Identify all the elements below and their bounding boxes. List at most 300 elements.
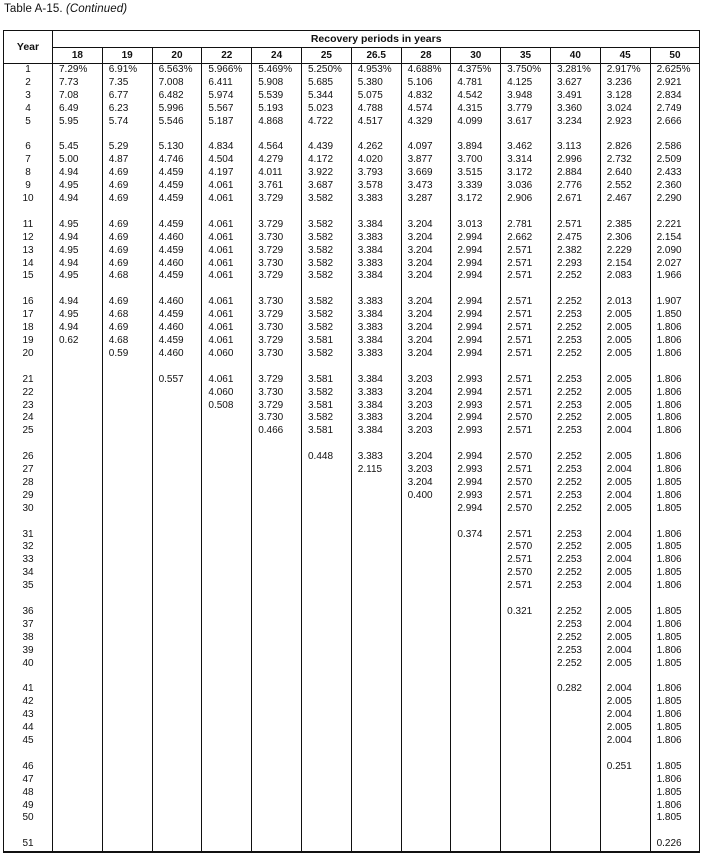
rate-cell: 2.571 bbox=[501, 348, 551, 361]
rate-cell bbox=[252, 619, 302, 632]
rate-cell bbox=[401, 606, 451, 619]
table-row bbox=[4, 658, 700, 671]
rate-cell: 3.729 bbox=[252, 270, 302, 283]
period-header: 18 bbox=[53, 48, 103, 64]
rate-cell: 4.68 bbox=[102, 335, 152, 348]
rate-cell: 2.570 bbox=[501, 477, 551, 490]
rate-cell: 2.781 bbox=[501, 219, 551, 232]
rate-cell: 3.383 bbox=[351, 232, 401, 245]
rate-cell: 6.23 bbox=[102, 103, 152, 116]
rate-cell: 2.005 bbox=[600, 606, 650, 619]
rate-cell bbox=[301, 490, 351, 503]
rate-cell: 7.29% bbox=[53, 64, 103, 77]
rate-cell: 3.582 bbox=[301, 193, 351, 206]
rate-cell: 3.113 bbox=[550, 141, 600, 154]
rate-cell bbox=[53, 348, 103, 361]
rate-cell bbox=[301, 554, 351, 567]
rate-cell: 2.552 bbox=[600, 180, 650, 193]
table-row bbox=[4, 529, 700, 542]
rate-cell: 2.005 bbox=[600, 722, 650, 735]
spacer-cell bbox=[351, 206, 401, 219]
rate-cell: 4.953% bbox=[351, 64, 401, 77]
rate-cell bbox=[53, 425, 103, 438]
rate-cell: 5.106 bbox=[401, 77, 451, 90]
rate-cell: 5.075 bbox=[351, 90, 401, 103]
rate-cell: 4.061 bbox=[202, 374, 252, 387]
rate-cell: 1.805 bbox=[650, 477, 700, 490]
rate-cell: 4.060 bbox=[202, 348, 252, 361]
spacer-cell bbox=[401, 593, 451, 606]
rate-cell bbox=[202, 761, 252, 774]
spacer-cell bbox=[53, 748, 103, 761]
rate-cell: 2.993 bbox=[451, 464, 501, 477]
rate-cell: 2.671 bbox=[550, 193, 600, 206]
year-cell: 50 bbox=[4, 812, 53, 825]
rate-cell bbox=[53, 490, 103, 503]
rate-cell bbox=[351, 645, 401, 658]
spacer-cell bbox=[600, 825, 650, 838]
rate-cell: 2.994 bbox=[451, 245, 501, 258]
rate-cell: 2.571 bbox=[501, 374, 551, 387]
rate-cell bbox=[53, 567, 103, 580]
rate-cell bbox=[202, 541, 252, 554]
spacer-cell bbox=[650, 748, 700, 761]
rate-cell bbox=[501, 658, 551, 671]
rate-cell bbox=[102, 529, 152, 542]
rate-cell: 3.473 bbox=[401, 180, 451, 193]
table-row bbox=[4, 64, 700, 77]
table-row bbox=[4, 258, 700, 271]
year-cell: 46 bbox=[4, 761, 53, 774]
spacer-cell bbox=[501, 748, 551, 761]
rate-cell bbox=[501, 696, 551, 709]
spacer-cell bbox=[550, 516, 600, 529]
year-cell: 29 bbox=[4, 490, 53, 503]
rate-cell: 4.020 bbox=[351, 154, 401, 167]
rate-cell bbox=[600, 838, 650, 852]
rate-cell: 5.996 bbox=[152, 103, 202, 116]
rate-cell: 3.384 bbox=[351, 400, 401, 413]
rate-cell: 2.013 bbox=[600, 296, 650, 309]
rate-cell bbox=[152, 658, 202, 671]
rate-cell: 3.383 bbox=[351, 412, 401, 425]
rate-cell: 1.805 bbox=[650, 761, 700, 774]
spacer-cell bbox=[152, 748, 202, 761]
rate-cell: 2.004 bbox=[600, 709, 650, 722]
rate-cell bbox=[152, 606, 202, 619]
rate-cell bbox=[202, 606, 252, 619]
period-header: 22 bbox=[202, 48, 252, 64]
rate-cell bbox=[152, 787, 202, 800]
rate-cell: 3.339 bbox=[451, 180, 501, 193]
rate-cell: 2.005 bbox=[600, 335, 650, 348]
rate-cell: 7.08 bbox=[53, 90, 103, 103]
spacer-cell bbox=[550, 748, 600, 761]
spacer-cell bbox=[152, 361, 202, 374]
spacer-cell bbox=[451, 361, 501, 374]
year-cell: 48 bbox=[4, 787, 53, 800]
rate-cell: 4.459 bbox=[152, 270, 202, 283]
rate-cell bbox=[351, 838, 401, 852]
spacer-cell bbox=[351, 283, 401, 296]
rate-cell bbox=[301, 838, 351, 852]
spacer-cell bbox=[401, 283, 451, 296]
rate-cell: 4.832 bbox=[401, 90, 451, 103]
spacer-cell bbox=[301, 516, 351, 529]
spacer-row bbox=[4, 593, 700, 606]
rate-cell: 2.571 bbox=[501, 270, 551, 283]
table-row bbox=[4, 800, 700, 813]
rate-cell bbox=[550, 709, 600, 722]
rate-cell bbox=[152, 387, 202, 400]
spacer-cell bbox=[451, 283, 501, 296]
rate-cell bbox=[152, 580, 202, 593]
rate-cell: 1.907 bbox=[650, 296, 700, 309]
rate-cell: 4.69 bbox=[102, 219, 152, 232]
rate-cell bbox=[53, 554, 103, 567]
year-cell: 23 bbox=[4, 400, 53, 413]
spacer-cell bbox=[351, 129, 401, 142]
year-cell: 47 bbox=[4, 774, 53, 787]
rate-cell: 4.061 bbox=[202, 309, 252, 322]
year-column-header: Year bbox=[4, 31, 53, 64]
rate-cell: 2.834 bbox=[650, 90, 700, 103]
rate-cell: 4.69 bbox=[102, 232, 152, 245]
spacer-cell bbox=[600, 206, 650, 219]
rate-cell: 1.806 bbox=[650, 425, 700, 438]
rate-cell: 2.253 bbox=[550, 619, 600, 632]
spacer-cell bbox=[550, 283, 600, 296]
spacer-cell bbox=[152, 516, 202, 529]
rate-cell bbox=[53, 761, 103, 774]
rate-cell: 5.966% bbox=[202, 64, 252, 77]
spacer-cell bbox=[650, 670, 700, 683]
rate-cell: 3.578 bbox=[351, 180, 401, 193]
spacer-cell bbox=[301, 748, 351, 761]
table-row bbox=[4, 167, 700, 180]
table-row bbox=[4, 464, 700, 477]
spacer-cell bbox=[650, 129, 700, 142]
rate-cell bbox=[53, 477, 103, 490]
rate-cell bbox=[301, 541, 351, 554]
rate-cell: 2.570 bbox=[501, 503, 551, 516]
spacer-cell bbox=[301, 593, 351, 606]
rate-cell bbox=[102, 606, 152, 619]
rate-cell: 2.004 bbox=[600, 580, 650, 593]
spacer-cell bbox=[550, 206, 600, 219]
rate-cell: 1.806 bbox=[650, 348, 700, 361]
rate-cell bbox=[301, 683, 351, 696]
rate-cell: 1.806 bbox=[650, 464, 700, 477]
rate-cell bbox=[451, 541, 501, 554]
rate-cell: 2.004 bbox=[600, 645, 650, 658]
spacer-cell bbox=[4, 748, 53, 761]
rate-cell: 6.563% bbox=[152, 64, 202, 77]
rate-cell bbox=[351, 812, 401, 825]
rate-cell: 2.571 bbox=[501, 322, 551, 335]
rate-cell: 2.154 bbox=[650, 232, 700, 245]
rate-cell bbox=[152, 709, 202, 722]
table-row bbox=[4, 696, 700, 709]
spacer-cell bbox=[252, 206, 302, 219]
table-row bbox=[4, 387, 700, 400]
spacer-cell bbox=[451, 593, 501, 606]
spacer-cell bbox=[152, 129, 202, 142]
table-row bbox=[4, 154, 700, 167]
rate-cell: 3.730 bbox=[252, 258, 302, 271]
rate-cell: 2.005 bbox=[600, 309, 650, 322]
rate-cell: 4.097 bbox=[401, 141, 451, 154]
rate-cell bbox=[550, 722, 600, 735]
rate-cell: 2.253 bbox=[550, 645, 600, 658]
rate-cell: 4.564 bbox=[252, 141, 302, 154]
year-cell: 27 bbox=[4, 464, 53, 477]
rate-cell: 1.805 bbox=[650, 696, 700, 709]
spacer-cell bbox=[152, 283, 202, 296]
rate-cell bbox=[351, 580, 401, 593]
rate-cell bbox=[401, 709, 451, 722]
rate-cell: 4.95 bbox=[53, 245, 103, 258]
rate-cell: 3.236 bbox=[600, 77, 650, 90]
rate-cell: 2.385 bbox=[600, 219, 650, 232]
rate-cell bbox=[301, 696, 351, 709]
rate-cell: 3.203 bbox=[401, 374, 451, 387]
rate-cell: 2.360 bbox=[650, 180, 700, 193]
rate-cell: 4.94 bbox=[53, 258, 103, 271]
rate-cell: 2.252 bbox=[550, 567, 600, 580]
rate-cell bbox=[351, 761, 401, 774]
spacer-cell bbox=[252, 825, 302, 838]
rate-cell: 5.685 bbox=[301, 77, 351, 90]
rate-cell: 3.204 bbox=[401, 335, 451, 348]
rate-cell: 3.036 bbox=[501, 180, 551, 193]
rate-cell: 2.475 bbox=[550, 232, 600, 245]
rate-cell: 0.448 bbox=[301, 451, 351, 464]
period-header: 26.5 bbox=[351, 48, 401, 64]
spacer-cell bbox=[401, 129, 451, 142]
spacer-cell bbox=[301, 361, 351, 374]
rate-cell bbox=[351, 503, 401, 516]
spacer-cell bbox=[252, 129, 302, 142]
rate-cell: 4.061 bbox=[202, 296, 252, 309]
rate-cell: 3.384 bbox=[351, 425, 401, 438]
spacer-row bbox=[4, 670, 700, 683]
year-cell: 20 bbox=[4, 348, 53, 361]
rate-cell: 3.730 bbox=[252, 348, 302, 361]
rate-cell: 3.729 bbox=[252, 309, 302, 322]
rate-cell: 4.722 bbox=[301, 116, 351, 129]
rate-cell bbox=[301, 800, 351, 813]
spacer-cell bbox=[401, 438, 451, 451]
rate-cell: 2.005 bbox=[600, 374, 650, 387]
rate-cell: 4.517 bbox=[351, 116, 401, 129]
rate-cell: 3.922 bbox=[301, 167, 351, 180]
rate-cell bbox=[102, 632, 152, 645]
table-title bbox=[4, 3, 127, 15]
year-cell: 21 bbox=[4, 374, 53, 387]
rate-cell bbox=[301, 709, 351, 722]
spacer-cell bbox=[301, 283, 351, 296]
rate-cell: 4.94 bbox=[53, 167, 103, 180]
rate-cell: 2.004 bbox=[600, 683, 650, 696]
year-cell: 28 bbox=[4, 477, 53, 490]
rate-cell: 0.62 bbox=[53, 335, 103, 348]
rate-cell bbox=[252, 683, 302, 696]
rate-cell: 4.459 bbox=[152, 167, 202, 180]
rate-cell: 5.567 bbox=[202, 103, 252, 116]
spacer-cell bbox=[451, 206, 501, 219]
year-cell: 5 bbox=[4, 116, 53, 129]
rate-cell: 4.95 bbox=[53, 270, 103, 283]
rate-cell: 2.571 bbox=[501, 464, 551, 477]
rate-cell: 3.617 bbox=[501, 116, 551, 129]
rate-cell: 1.806 bbox=[650, 400, 700, 413]
rate-cell: 6.91% bbox=[102, 64, 152, 77]
rate-cell: 4.061 bbox=[202, 219, 252, 232]
year-cell: 32 bbox=[4, 541, 53, 554]
table-row bbox=[4, 451, 700, 464]
rate-cell: 3.203 bbox=[401, 464, 451, 477]
rate-cell bbox=[401, 529, 451, 542]
rate-cell: 1.805 bbox=[650, 541, 700, 554]
rate-cell: 3.581 bbox=[301, 374, 351, 387]
spacer-cell bbox=[550, 670, 600, 683]
rate-cell: 2.115 bbox=[351, 464, 401, 477]
rate-cell: 1.806 bbox=[650, 580, 700, 593]
rate-cell: 5.344 bbox=[301, 90, 351, 103]
rate-cell: 4.279 bbox=[252, 154, 302, 167]
rate-cell: 3.581 bbox=[301, 335, 351, 348]
rate-cell bbox=[451, 761, 501, 774]
rate-cell: 3.204 bbox=[401, 309, 451, 322]
spacer-cell bbox=[501, 438, 551, 451]
table-body bbox=[4, 64, 700, 853]
rate-cell: 2.906 bbox=[501, 193, 551, 206]
table-row bbox=[4, 606, 700, 619]
rate-cell: 5.193 bbox=[252, 103, 302, 116]
rate-cell bbox=[53, 400, 103, 413]
rate-cell bbox=[102, 838, 152, 852]
spacer-cell bbox=[550, 438, 600, 451]
rate-cell: 4.95 bbox=[53, 219, 103, 232]
table-row bbox=[4, 425, 700, 438]
year-cell: 31 bbox=[4, 529, 53, 542]
year-cell: 15 bbox=[4, 270, 53, 283]
rate-cell bbox=[53, 722, 103, 735]
rate-cell bbox=[152, 812, 202, 825]
table-row bbox=[4, 787, 700, 800]
table-row bbox=[4, 412, 700, 425]
rate-cell bbox=[102, 761, 152, 774]
rate-cell: 3.779 bbox=[501, 103, 551, 116]
rate-cell: 4.061 bbox=[202, 232, 252, 245]
rate-cell: 3.204 bbox=[401, 245, 451, 258]
spacer-cell bbox=[4, 438, 53, 451]
rate-cell: 1.805 bbox=[650, 503, 700, 516]
spacer-cell bbox=[102, 129, 152, 142]
rate-cell bbox=[202, 529, 252, 542]
year-cell: 8 bbox=[4, 167, 53, 180]
rate-cell bbox=[53, 606, 103, 619]
rate-cell bbox=[351, 567, 401, 580]
rate-cell bbox=[252, 554, 302, 567]
rate-cell: 2.252 bbox=[550, 606, 600, 619]
rate-cell: 2.662 bbox=[501, 232, 551, 245]
table-row bbox=[4, 374, 700, 387]
rate-cell: 1.806 bbox=[650, 412, 700, 425]
rate-cell bbox=[401, 787, 451, 800]
table-row bbox=[4, 683, 700, 696]
rate-cell bbox=[600, 812, 650, 825]
rate-cell: 4.788 bbox=[351, 103, 401, 116]
rate-cell: 3.384 bbox=[351, 219, 401, 232]
rate-cell: 4.69 bbox=[102, 193, 152, 206]
rate-cell: 3.750% bbox=[501, 64, 551, 77]
rate-cell: 4.68 bbox=[102, 309, 152, 322]
rate-cell bbox=[252, 800, 302, 813]
rate-cell bbox=[550, 761, 600, 774]
rate-cell: 3.582 bbox=[301, 322, 351, 335]
year-cell: 22 bbox=[4, 387, 53, 400]
spacer-cell bbox=[53, 593, 103, 606]
rate-cell: 3.729 bbox=[252, 219, 302, 232]
rate-cell bbox=[550, 838, 600, 852]
rate-cell: 2.994 bbox=[451, 309, 501, 322]
table-row bbox=[4, 490, 700, 503]
table-row bbox=[4, 296, 700, 309]
rate-cell: 1.806 bbox=[650, 529, 700, 542]
spacer-cell bbox=[501, 129, 551, 142]
spacer-cell bbox=[650, 283, 700, 296]
spacer-cell bbox=[202, 206, 252, 219]
spacer-cell bbox=[650, 825, 700, 838]
rate-cell bbox=[102, 658, 152, 671]
rate-cell bbox=[351, 722, 401, 735]
rate-cell: 4.94 bbox=[53, 232, 103, 245]
rate-cell: 1.850 bbox=[650, 309, 700, 322]
spacer-cell bbox=[301, 438, 351, 451]
rate-cell: 4.099 bbox=[451, 116, 501, 129]
spacer-row bbox=[4, 438, 700, 451]
year-cell: 45 bbox=[4, 735, 53, 748]
rate-cell: 3.287 bbox=[401, 193, 451, 206]
spacer-cell bbox=[4, 283, 53, 296]
rate-cell bbox=[102, 400, 152, 413]
rate-cell: 2.826 bbox=[600, 141, 650, 154]
rate-cell bbox=[401, 800, 451, 813]
rate-cell: 5.380 bbox=[351, 77, 401, 90]
year-cell: 3 bbox=[4, 90, 53, 103]
rate-cell: 3.234 bbox=[550, 116, 600, 129]
rate-cell bbox=[401, 619, 451, 632]
spacer-cell bbox=[202, 438, 252, 451]
rate-cell: 2.005 bbox=[600, 451, 650, 464]
rate-cell: 4.459 bbox=[152, 219, 202, 232]
rate-cell: 2.221 bbox=[650, 219, 700, 232]
table-row bbox=[4, 761, 700, 774]
rate-cell: 3.384 bbox=[351, 245, 401, 258]
spacer-cell bbox=[252, 283, 302, 296]
rate-cell bbox=[152, 800, 202, 813]
rate-cell bbox=[550, 812, 600, 825]
spacer-cell bbox=[202, 283, 252, 296]
rate-cell: 2.994 bbox=[451, 232, 501, 245]
spacer-cell bbox=[252, 593, 302, 606]
rate-cell: 3.582 bbox=[301, 258, 351, 271]
rate-cell: 2.252 bbox=[550, 477, 600, 490]
spacer-cell bbox=[102, 283, 152, 296]
rate-cell bbox=[102, 554, 152, 567]
